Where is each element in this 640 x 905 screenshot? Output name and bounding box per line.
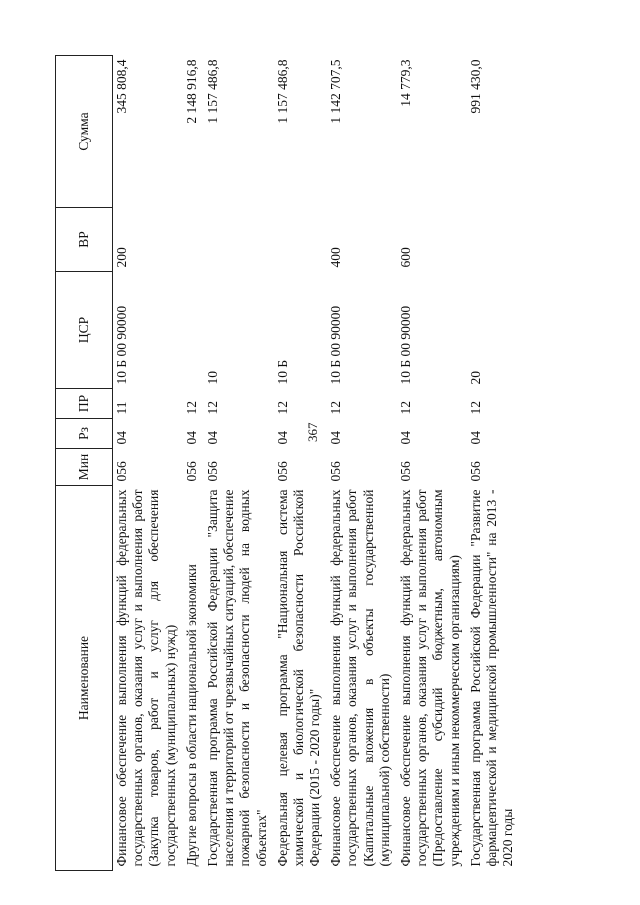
row-vr [274, 208, 328, 272]
row-name: Финансовое обеспечение выполнения функций федеральных государственных органов, оказания услуг и выполнения работ (Закупка товаров, работ и услуг для обеспечения государственных (муниципальных) нужд) [114, 489, 178, 867]
row-vr [183, 208, 204, 272]
table-row [397, 56, 467, 871]
row-name: Другие вопросы в области национальной экономики [183, 564, 199, 867]
table-row [183, 56, 204, 871]
page-number: 367 [305, 422, 320, 442]
row-rz: 04 [274, 431, 290, 445]
row-min: 056 [398, 461, 413, 482]
row-sum: 2 148 916,8 [183, 59, 199, 124]
row-vr [204, 208, 274, 272]
header-pr: ПР [56, 389, 113, 419]
row-vr [467, 208, 521, 272]
row-min: 056 [183, 461, 199, 482]
header-csr: ЦСР [56, 272, 113, 389]
row-min: 056 [467, 461, 483, 482]
table-row [274, 56, 328, 871]
table-row [204, 56, 274, 871]
budget-table [55, 55, 520, 871]
row-min: 056 [274, 461, 290, 482]
row-vr: 600 [398, 247, 413, 268]
row-sum: 14 779,3 [398, 59, 413, 107]
row-rz: 04 [467, 431, 483, 445]
row-pr: 12 [328, 401, 344, 415]
row-csr [183, 272, 204, 389]
row-csr: 10 Б 00 90000 [114, 305, 129, 385]
row-rz: 04 [183, 431, 199, 445]
row-csr: 10 [204, 371, 220, 385]
row-name: Государственная программа Российской Федерации "Защита населения и территорий от чрезвычайных ситуаций, обеспечение пожарной безопасности и безопасности людей на водных объектах" [204, 489, 269, 867]
row-sum: 1 142 707,5 [328, 59, 344, 124]
row-min: 056 [114, 461, 129, 482]
table-row [467, 56, 521, 871]
table-row [327, 56, 397, 871]
row-sum: 991 430,0 [467, 59, 483, 114]
header-rz: Рз [56, 419, 113, 449]
row-name: Государственная программа Российской Федерации "Развитие фармацевтической и медицинской промышленности" на 2013 - 2020 годы [467, 489, 516, 867]
row-name: Финансовое обеспечение выполнения функций федеральных государственных органов, оказания услуг и выполнения работ (Капитальные вложения в объекты государственной (муниципальной) собственности) [328, 489, 392, 867]
row-sum: 1 157 486,8 [274, 59, 290, 124]
row-vr: 200 [114, 247, 129, 268]
row-csr: 10 Б 00 90000 [328, 305, 344, 385]
row-min: 056 [204, 461, 220, 482]
header-min: Мин [56, 449, 113, 486]
row-pr: 12 [398, 401, 413, 415]
row-pr: 11 [114, 401, 129, 415]
row-vr: 400 [328, 247, 344, 268]
header-sum: Сумма [56, 56, 113, 208]
row-pr: 12 [467, 401, 483, 415]
row-csr: 10 Б 00 90000 [398, 305, 413, 385]
row-pr: 12 [204, 401, 220, 415]
row-sum: 345 808,4 [114, 59, 129, 114]
rotated-page-content [55, 56, 620, 871]
header-name: Наименование [56, 486, 113, 871]
row-name: Федеральная целевая программа "Национальная система химической и биологической безопасности Российской Федерации (2015 - 2020 годы)" [274, 489, 323, 867]
row-sum: 1 157 486,8 [204, 59, 220, 124]
row-rz: 04 [398, 431, 413, 445]
row-pr: 12 [274, 401, 290, 415]
header-vr: ВР [56, 208, 113, 272]
row-rz: 04 [328, 431, 344, 445]
row-rz: 04 [114, 431, 129, 445]
row-csr: 10 Б [274, 359, 290, 385]
row-pr: 12 [183, 401, 199, 415]
row-csr: 20 [467, 371, 483, 385]
row-min: 056 [328, 461, 344, 482]
row-name: Финансовое обеспечение выполнения функций федеральных государственных органов, оказания услуг и выполнения работ (Предоставление субсидий бюджетным, автономным учреждениям и иным некоммерческим организациям) [398, 489, 462, 867]
row-rz: 04 [204, 431, 220, 445]
table-header-row [56, 56, 113, 871]
table-row [113, 56, 183, 871]
